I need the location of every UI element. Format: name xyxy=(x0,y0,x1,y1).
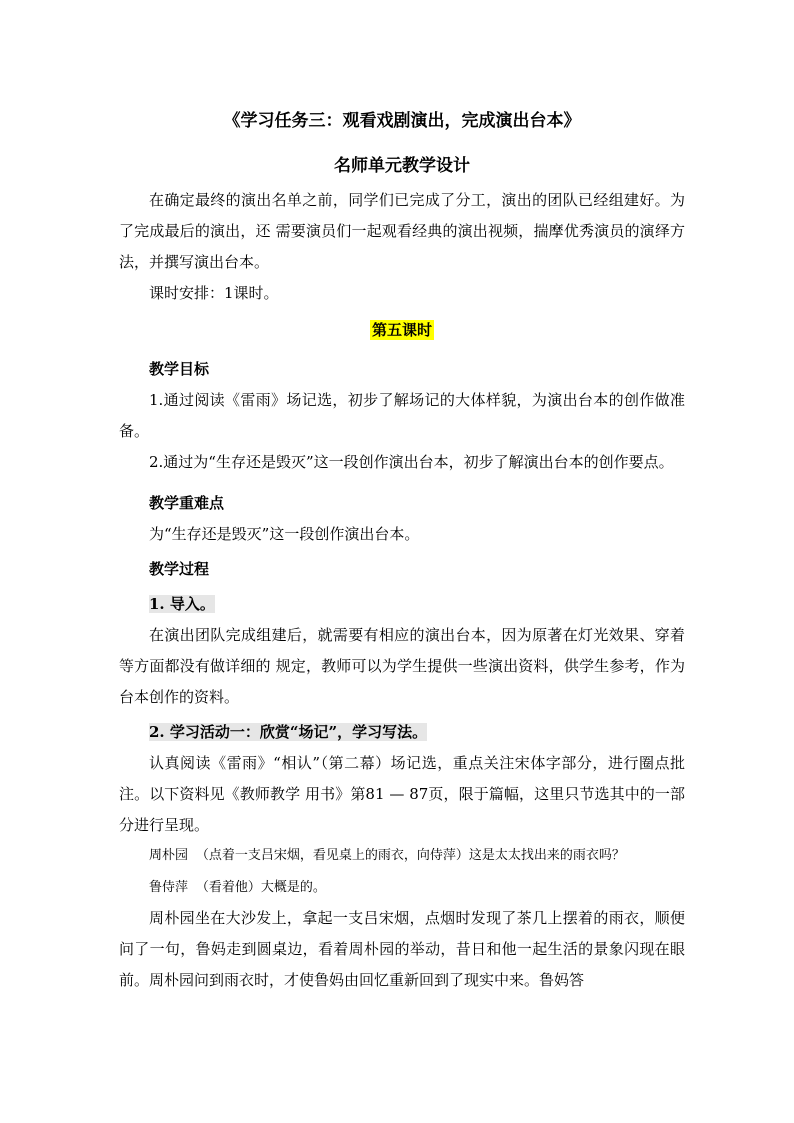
step-heading xyxy=(119,589,685,620)
script-line: 鲁侍萍 （看着他）大概是的。 xyxy=(149,880,326,895)
process-heading: 教学过程 xyxy=(149,560,210,578)
step-heading xyxy=(119,717,685,748)
document-body xyxy=(119,96,685,996)
document-title: 《学习任务三：观看戏剧演出，完成演出台本》 xyxy=(223,111,581,131)
step-heading-highlight: 1. 导入。 xyxy=(149,595,215,613)
goal-item: 1.通过阅读《雷雨》场记选，初步了解场记的大体样貌，为演出台本的创作做准备。 xyxy=(119,391,685,440)
document-subtitle: 名师单元教学设计 xyxy=(334,156,470,176)
lesson-label xyxy=(119,315,685,346)
analysis-paragraph: 周朴园坐在大沙发上，拿起一支吕宋烟，点烟时发现了茶几上摆着的雨衣，顺便问了一句，鲁妈走到圆桌边，看着周朴园的举动，昔日和他一起生活的景象闪现在眼前。周朴园问到雨衣时，才使鲁妈由回忆重新回到了现实中来。鲁妈答 xyxy=(119,909,685,989)
step-text: 认真阅读《雷雨》“相认”（第二幕）场记选，重点关注宋体字部分，进行圈点批注。以下资料见《教师教学 用书》第81 — 87页，限于篇幅，这里只节选其中的一部分进行呈现。 xyxy=(119,754,685,834)
script-line: 周朴园 （点着一支吕宋烟，看见桌上的雨衣，向侍萍）这是太太找出来的雨衣吗？ xyxy=(149,848,625,863)
step-text: 在演出团队完成组建后，就需要有相应的演出台本，因为原著在灯光效果、穿着等方面都没有做详细的 规定，教师可以为学生提供一些演出资料，供学生参考，作为台本创作的资料。 xyxy=(119,626,685,706)
lesson-label-highlight: 第五课时 xyxy=(371,321,432,339)
key-points-text: 为“生存还是毁灭”这一段创作演出台本。 xyxy=(149,525,420,543)
goal-item: 2.通过为“生存还是毁灭”这一段创作演出台本，初步了解演出台本的创作要点。 xyxy=(149,453,674,471)
schedule-line: 课时安排：1课时。 xyxy=(149,284,279,302)
goals-heading: 教学目标 xyxy=(149,360,210,378)
step-heading-highlight: 2. 学习活动一：欣赏“场记”，学习写法。 xyxy=(149,723,428,741)
intro-paragraph: 在确定最终的演出名单之前，同学们已完成了分工，演出的团队已经组建好。为了完成最后的演出，还 需要演员们一起观看经典的演出视频，揣摩优秀演员的演绎方法，并撰写演出台本。 xyxy=(119,191,685,271)
key-points-heading: 教学重难点 xyxy=(149,494,225,512)
